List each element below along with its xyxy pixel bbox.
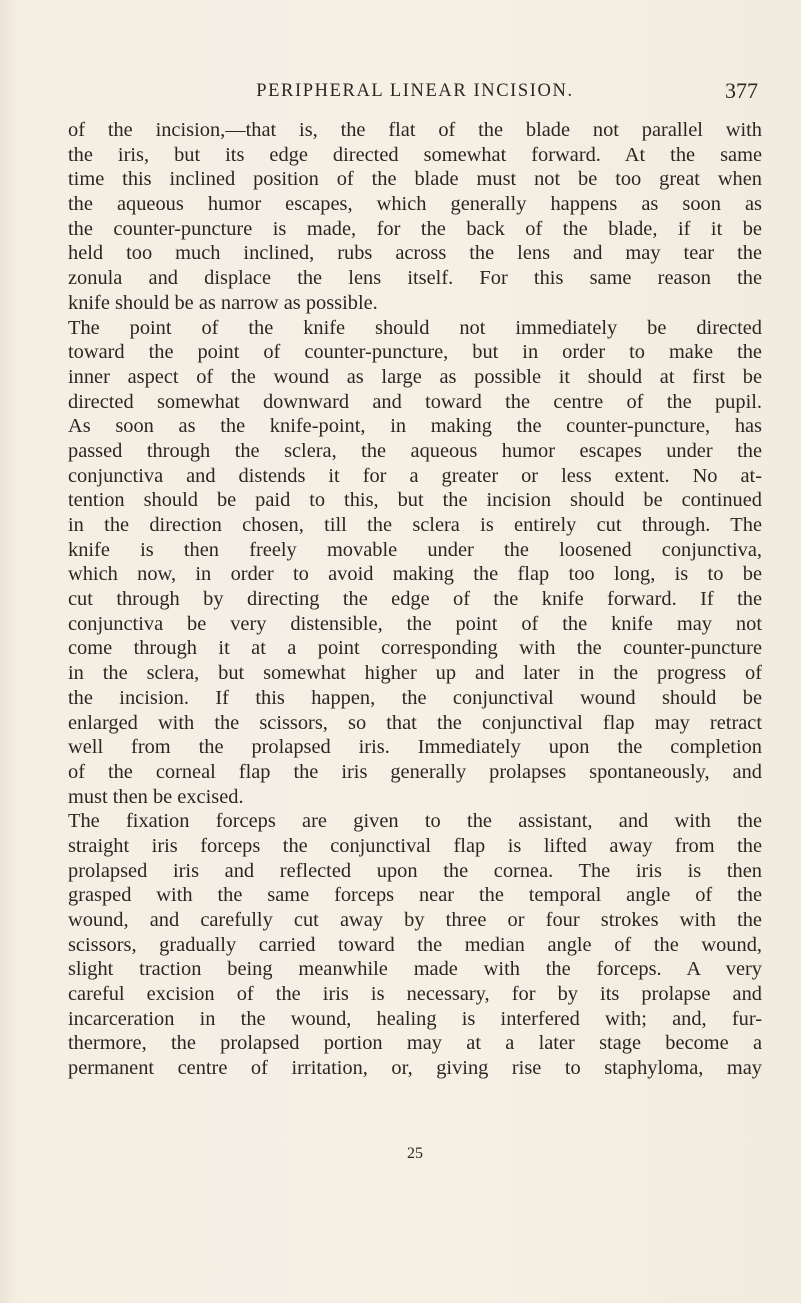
- text-line: of the corneal flap the iris generally prolapses spontaneously, and: [68, 760, 762, 783]
- text-line: toward the point of counter-puncture, but in order to make the: [68, 341, 762, 364]
- text-line: conjunctiva be very distensible, the point of the knife may not: [68, 612, 762, 635]
- text-line: zonula and displace the lens itself. For this same reason the: [68, 267, 762, 290]
- text-line: thermore, the prolapsed portion may at a later stage become a: [68, 1032, 762, 1055]
- body-text: [68, 118, 762, 1081]
- text-line: in the sclera, but somewhat higher up and later in the progress of: [68, 662, 762, 685]
- text-line: directed somewhat downward and toward the centre of the pupil.: [68, 390, 762, 413]
- text-line: prolapsed iris and reflected upon the cornea. The iris is then: [68, 859, 762, 882]
- page-header: [68, 76, 762, 106]
- running-title: PERIPHERAL LINEAR INCISION.: [256, 81, 574, 101]
- text-line: cut through by directing the edge of the knife forward. If the: [68, 588, 762, 611]
- text-line: passed through the sclera, the aqueous humor escapes under the: [68, 439, 762, 462]
- text-line: The fixation forceps are given to the assistant, and with the: [68, 810, 762, 833]
- text-line: straight iris forceps the conjunctival flap is lifted away from the: [68, 834, 762, 857]
- text-line: must then be excised.: [68, 785, 244, 808]
- signature-mark: 25: [407, 1145, 423, 1162]
- text-line: enlarged with the scissors, so that the conjunctival flap may retract: [68, 711, 762, 734]
- page-number: 377: [725, 78, 758, 103]
- text-line: careful excision of the iris is necessary, for by its prolapse and: [68, 983, 762, 1006]
- text-line: in the direction chosen, till the sclera is entirely cut through. The: [68, 514, 762, 536]
- text-line: of the incision,—that is, the flat of the blade not parallel with: [68, 119, 762, 141]
- text-line: come through it at a point corresponding with the counter-puncture: [68, 637, 762, 660]
- text-line: time this inclined position of the blade must not be too great when: [68, 168, 762, 191]
- text-line: which now, in order to avoid making the flap too long, is to be: [68, 563, 762, 586]
- text-line: slight traction being meanwhile made with the forceps. A very: [68, 958, 762, 981]
- text-line: grasped with the same forceps near the temporal angle of the: [68, 884, 762, 907]
- text-line: incarceration in the wound, healing is interfered with; and, fur-: [68, 1007, 762, 1030]
- text-line: knife should be as narrow as possible.: [68, 291, 378, 314]
- text-line: tention should be paid to this, but the incision should be continued: [68, 489, 762, 512]
- text-line: well from the prolapsed iris. Immediately upon the completion: [68, 736, 762, 759]
- text-line: the counter-puncture is made, for the back of the blade, if it be: [68, 217, 762, 240]
- text-line: knife is then freely movable under the loosened conjunctiva,: [68, 538, 762, 561]
- text-line: wound, and carefully cut away by three or four strokes with the: [68, 909, 762, 931]
- text-line: permanent centre of irritation, or, giving rise to staphyloma, may: [68, 1057, 762, 1080]
- text-line: inner aspect of the wound as large as possible it should at first be: [68, 365, 762, 388]
- text-line: the iris, but its edge directed somewhat forward. At the same: [68, 143, 762, 166]
- text-line: the incision. If this happen, the conjunctival wound should be: [68, 686, 762, 709]
- text-line: scissors, gradually carried toward the median angle of the wound,: [68, 933, 762, 956]
- text-line: the aqueous humor escapes, which generally happens as soon as: [68, 193, 762, 216]
- text-line: held too much inclined, rubs across the lens and may tear the: [68, 242, 762, 265]
- text-line: The point of the knife should not immediately be directed: [68, 316, 762, 339]
- text-line: As soon as the knife-point, in making the counter-puncture, has: [68, 415, 762, 438]
- text-line: conjunctiva and distends it for a greater or less extent. No at-: [68, 464, 762, 487]
